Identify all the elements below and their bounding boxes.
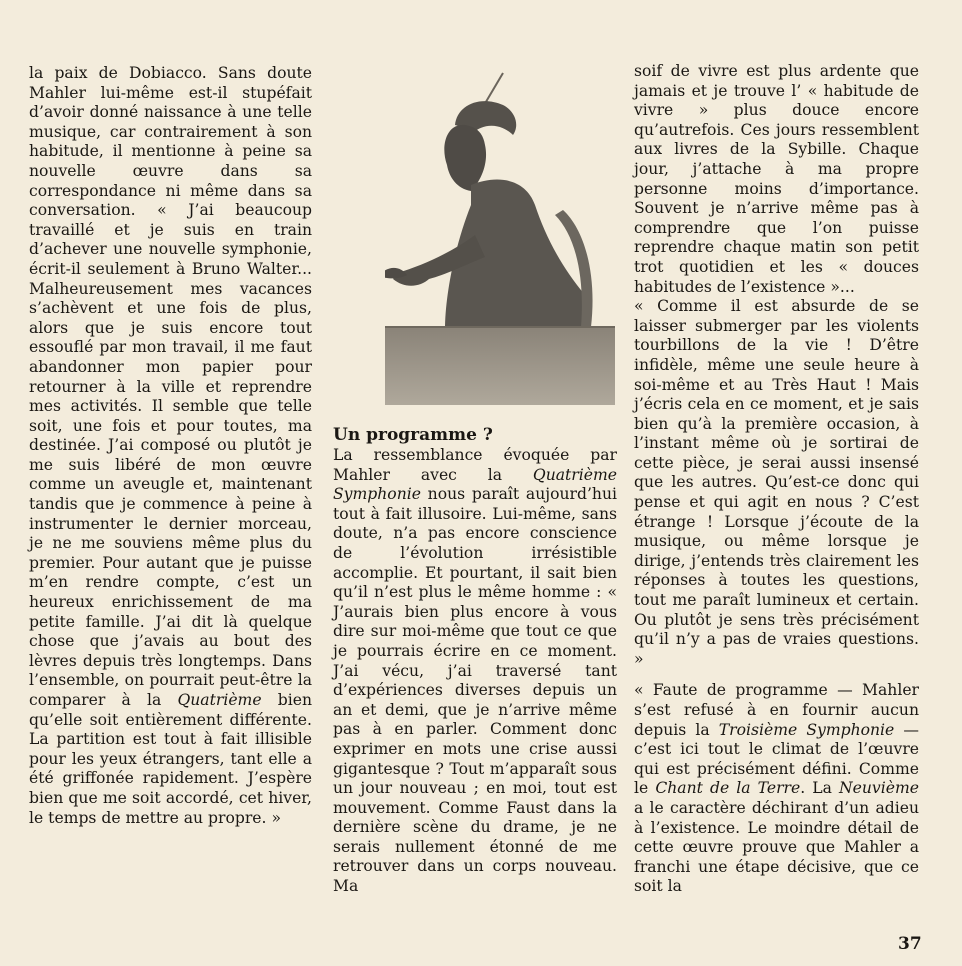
conductor-photo (385, 65, 615, 405)
paragraph: « Comme il est absurde de se laisser submerger par les violents tourbillons de la vie ! D’être infidèle, même une seule heure à soi-même et au Très Haut ! Mais j’écris cela en ce moment, et je sais bien qu’à la première occasion, à l’instant même où je sortirai de cette pièce, je serai aussi insensé que les autres. Qu’est-ce donc qui pense et qui agit en nous ? C’est étrange ! Lorsque j’écoute de la musique, ou même lorsque je dirige, j’entends très clairement les réponses à toutes les questions, tout me paraît lumineux et certain. Ou plutôt je sens très précisément qu’il n’y a pas de vraies questions. » (634, 297, 919, 668)
paragraph: soif de vivre est plus ardente que jamais et je trouve l’ « habitude de vivre » plus douce encore qu’autrefois. Ces jours ressemblent aux livres de la Sybille. Chaque jour, j’attache à ma propre personne moins d’importance. Souvent je n’arrive même pas à comprendre que l’on puisse reprendre chaque matin son petit trot quotidien et les « douces habitudes de l’existence »... (634, 62, 919, 296)
paragraph: La ressemblance évoquée par Mahler avec la Quatrième Symphonie nous paraît aujourd’hui tout à fait illusoire. Lui-même, sans doute, n’a pas encore conscience de l’évolution irrésistible accomplie. Et pourtant, il sait bien qu’il n’est plus le même homme : « J’aurais bien plus encore à vous dire sur moi-même que tout ce que je pourrais écrire en ce moment. J’ai vécu, j’ai traversé tant d’expériences diverses depuis un an et demi, que je n’arrive même pas à en parler. Comment donc exprimer en mots une crise aussi gigantesque ? Tout m’apparaît sous un jour nouveau ; en moi, tout est mouvement. Comme Faust dans la dernière scène du drame, je ne serais nullement étonné de me retrouver dans un corps nouveau. Ma (333, 446, 617, 896)
page-number: 37 (898, 934, 922, 954)
text-column-left (29, 64, 312, 828)
paragraph-gap (634, 669, 919, 681)
text-column-middle (333, 425, 617, 897)
conductor-silhouette-icon (385, 65, 615, 405)
paragraph: « Faute de programme — Mahler s’est refusé à en fournir aucun depuis la Troisième Symphonie — c’est ici tout le climat de l’œuvre qui est précisément défini. Comme le Chant de la Terre. La Neuvième a le caractère déchirant d’un adieu à l’existence. Le moindre détail de cette œuvre prouve que Mahler a franchi une étape décisive, que ce soit la (634, 681, 919, 896)
paragraph: la paix de Dobiacco. Sans doute Mahler lui-même est-il stupéfait d’avoir donné naissance à une telle musique, car contrairement à son habitude, il mentionne à peine sa nouvelle œuvre dans sa correspondance ni même dans sa conversation. « J’ai beaucoup travaillé et je suis en train d’achever une nouvelle symphonie, écrit-il seulement à Bruno Walter... Malheureusement mes vacances s’achèvent et une fois de plus, alors que je suis encore tout essouflé par mon travail, il me faut abandonner mon papier pour retourner à la ville et reprendre mes activités. Il semble que telle soit, une fois et pour toutes, ma destinée. J’ai composé ou plutôt je me suis libéré de mon œuvre comme un aveugle et, maintenant tandis que je commence à peine à instrumenter le dernier morceau, je ne me souviens même plus du premier. Pour autant que je puisse m’en rendre compte, c’est un heureux enrichissement de ma petite famille. J’ai dit là quelque chose que j’avais au bout des lèvres depuis très longtemps. Dans l’ensemble, on pourrait peut-être la comparer à la Quatrième bien qu’elle soit entièrement différente. La partition est tout à fait illisible pour les yeux étrangers, tant elle a été griffonée rapidement. J’espère bien que me soit accordé, cet hiver, le temps de mettre au propre. » (29, 64, 312, 827)
section-heading: Un programme ? (333, 425, 493, 445)
text-column-right (634, 62, 919, 897)
